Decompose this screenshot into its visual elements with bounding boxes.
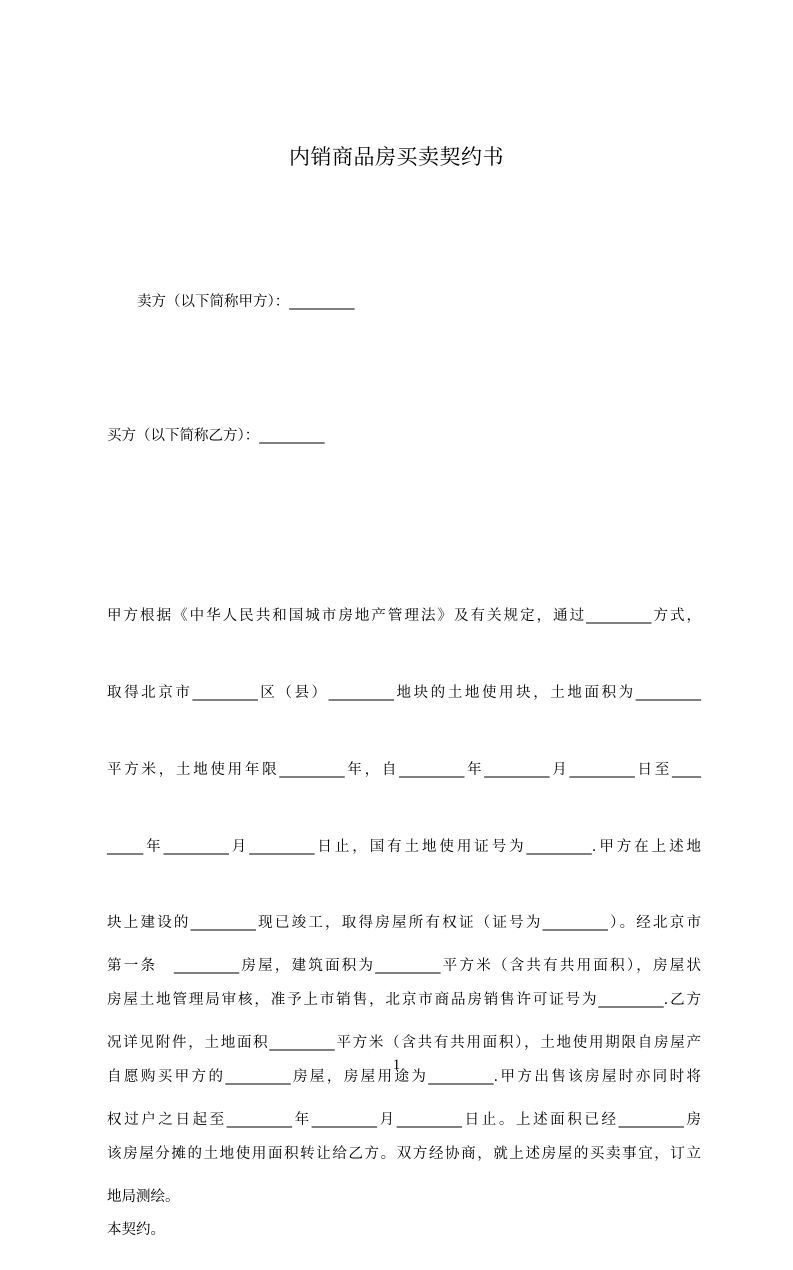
preamble-line: 取得北京市_________区（县）_________地块的土地使用块，土地面积为_________ [107, 684, 701, 701]
preamble-line: 房屋土地管理局审核，准予上市销售，北京市商品房销售许可证号为_________.乙方 [107, 992, 701, 1009]
preamble-line: 块上建设的_________现已竣工，取得房屋所有权证（证号为_________）。经北京市 [107, 915, 701, 932]
buyer-line: 买方（以下简称乙方）：_________ [107, 428, 325, 444]
preamble-line: 自愿购买甲方的_________房屋，房屋用途为_________.甲方出售该房屋时亦同时将 [107, 1068, 701, 1085]
preamble-line: 平方米，土地使用年限_________年，自_________年_________月_________日至____ [107, 761, 701, 778]
article-1-line: 况详见附件，土地面积_________平方米（含共有共用面积），土地使用期限自房屋产 [107, 1034, 701, 1051]
article-1-line: 权过户之日起至_________年_________月_________日止。上述面积已经_________房 [107, 1111, 701, 1128]
preamble-line: _____年_________月_________日止，国有土地使用证号为_________.甲方在上述地 [107, 838, 701, 855]
preamble-line: 甲方根据《中华人民共和国城市房地产管理法》及有关规定，通过_________方式， [107, 608, 701, 625]
preamble-line: 本契约。 [107, 1222, 165, 1239]
page-number: 1 [392, 1057, 401, 1073]
preamble-line: 该房屋分摊的土地使用面积转让给乙方。双方经协商，就上述房屋的买卖事宜，订立 [107, 1145, 701, 1162]
document-title: 内销商品房买卖契约书 [289, 145, 504, 169]
article-1-line: 第一条 _________房屋，建筑面积为_________平方米（含共有共用面积），房屋状 [107, 958, 701, 975]
article-1-line: 地局测绘。 [107, 1188, 180, 1205]
seller-line: 卖方（以下简称甲方）：_________ [137, 294, 355, 310]
